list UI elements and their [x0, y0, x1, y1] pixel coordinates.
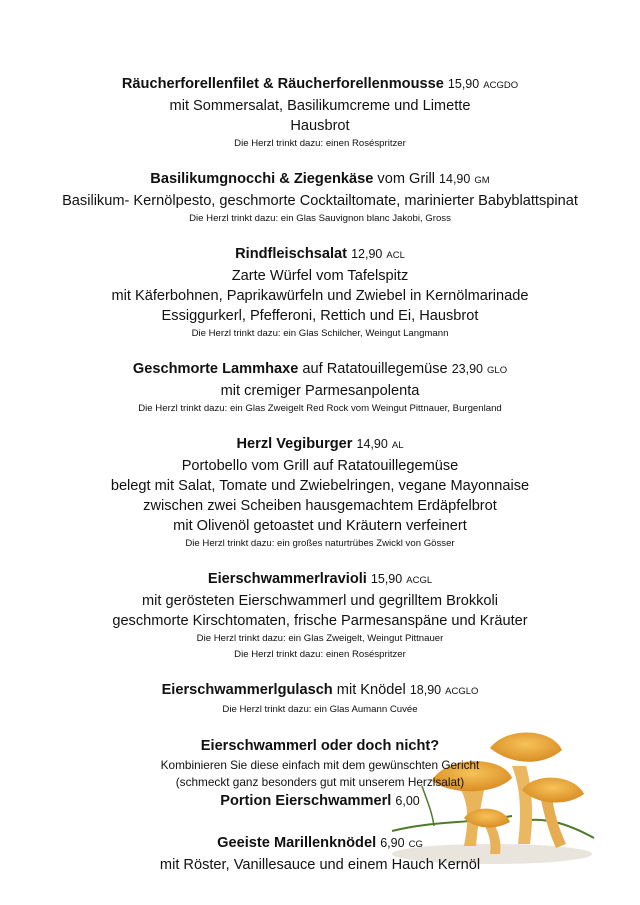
menu-item: [0, 434, 640, 552]
portion-price: 6,00: [395, 794, 420, 808]
menu-item: [0, 680, 640, 718]
wine-pairing: Die Herzl trinkt dazu: ein Glas Zweigelt Red Rock vom Weingut Pittnauer, Burgenland: [138, 403, 502, 414]
item-title: Räucherforellenfilet & Räucherforellenmousse: [121, 76, 444, 92]
item-description: geschmorte Kirschtomaten, frische Parmesanspäne und Kräuter: [112, 613, 528, 629]
allergen-codes: GLO: [487, 365, 508, 376]
promo-title: Eierschwammerl oder doch nicht?: [200, 738, 440, 754]
item-description: mit Käferbohnen, Paprikawürfeln und Zwiebel in Kernölmarinade: [111, 288, 529, 304]
menu-item: [0, 569, 640, 663]
allergen-codes: ACGDO: [483, 80, 519, 91]
wine-pairing: Die Herzl trinkt dazu: ein Glas Schilcher, Weingut Langmann: [191, 328, 449, 339]
item-description: Portobello vom Grill auf Ratatouillegemüse: [181, 458, 459, 474]
item-title: Eierschwammerlravioli: [207, 571, 367, 587]
menu-card: [0, 74, 640, 892]
promo-portion: [0, 791, 640, 811]
menu-item: [0, 244, 640, 342]
item-price: 18,90: [409, 683, 442, 697]
item-title-suffix: auf Ratatouillegemüse: [302, 361, 448, 377]
menu-item: [0, 359, 640, 417]
item-description: mit Olivenöl getoastet und Kräutern verfeinert: [173, 518, 467, 534]
allergen-codes: ACGLO: [445, 686, 479, 697]
dessert-title: Geeiste Marillenknödel: [217, 835, 377, 851]
item-price: 15,90: [447, 77, 480, 91]
item-header: [0, 359, 640, 381]
item-price: 15,90: [370, 572, 403, 586]
promo-line-1: Kombinieren Sie diese einfach mit dem gewünschten Gericht: [160, 758, 480, 772]
dessert-codes: CG: [408, 839, 423, 850]
item-title-suffix: mit Knödel: [336, 682, 406, 698]
item-description: Essiggurkerl, Pfefferoni, Rettich und Ei, Hausbrot: [161, 308, 479, 324]
menu-item: [0, 169, 640, 227]
item-price: 12,90: [351, 247, 383, 261]
item-header: [0, 169, 640, 191]
item-header: [0, 680, 640, 702]
wine-pairing: Die Herzl trinkt dazu: einen Roséspritzer: [234, 138, 406, 149]
wine-pairing: Die Herzl trinkt dazu: ein Glas Sauvignon blanc Jakobi, Gross: [189, 213, 451, 224]
item-header: [0, 244, 640, 266]
dessert-header: [0, 833, 640, 855]
item-title: Eierschwammerlgulasch: [161, 682, 333, 698]
item-description: mit cremiger Parmesanpolenta: [220, 383, 420, 399]
dessert-description: mit Röster, Vanillesauce und einem Hauch Kernöl: [159, 857, 481, 873]
item-price: 14,90: [356, 437, 388, 451]
item-title: Basilikumgnocchi & Ziegenkäse: [150, 171, 374, 187]
item-description: Basilikum- Kernölpesto, geschmorte Cocktailtomate, marinierter Babyblattspinat: [62, 193, 578, 209]
item-description: belegt mit Salat, Tomate und Zwiebelringen, vegane Mayonnaise: [110, 478, 530, 494]
wine-pairing: Die Herzl trinkt dazu: ein großes naturtrübes Zwickl von Gösser: [185, 538, 455, 549]
item-description: zwischen zwei Scheiben hausgemachtem Erdäpfelbrot: [143, 498, 497, 514]
item-description: Zarte Würfel vom Tafelspitz: [231, 268, 409, 284]
allergen-codes: ACGL: [406, 575, 433, 586]
item-price: 14,90: [439, 172, 471, 186]
allergen-codes: AL: [391, 440, 404, 451]
menu-item: [0, 74, 640, 152]
wine-pairing: Die Herzl trinkt dazu: ein Glas Aumann Cuvée: [222, 704, 418, 715]
item-title: Herzl Vegiburger: [236, 436, 353, 452]
item-header: [0, 74, 640, 96]
promo-section: [0, 735, 640, 811]
allergen-codes: ACL: [386, 250, 405, 261]
dessert-price: 6,90: [380, 836, 405, 850]
item-title-suffix: vom Grill: [377, 171, 435, 187]
item-header: [0, 569, 640, 591]
item-header: [0, 434, 640, 456]
item-description: Hausbrot: [290, 118, 350, 134]
promo-line-2: (schmeckt ganz besonders gut mit unserem Herzlsalat): [175, 775, 465, 789]
allergen-codes: GM: [474, 175, 490, 186]
menu-items: [0, 74, 640, 718]
item-description: mit gerösteten Eierschwammerl und gegrilltem Brokkoli: [141, 593, 499, 609]
item-price: 23,90: [451, 362, 483, 376]
item-title: Geschmorte Lammhaxe: [132, 361, 299, 377]
wine-pairing: Die Herzl trinkt dazu: einen Roséspritzer: [234, 649, 406, 660]
portion-label: Portion Eierschwammerl: [220, 793, 392, 809]
item-title: Rindfleischsalat: [235, 246, 348, 262]
item-description: mit Sommersalat, Basilikumcreme und Limette: [169, 98, 471, 114]
dessert-item: [0, 833, 640, 875]
wine-pairing: Die Herzl trinkt dazu: ein Glas Zweigelt, Weingut Pittnauer: [196, 633, 444, 644]
